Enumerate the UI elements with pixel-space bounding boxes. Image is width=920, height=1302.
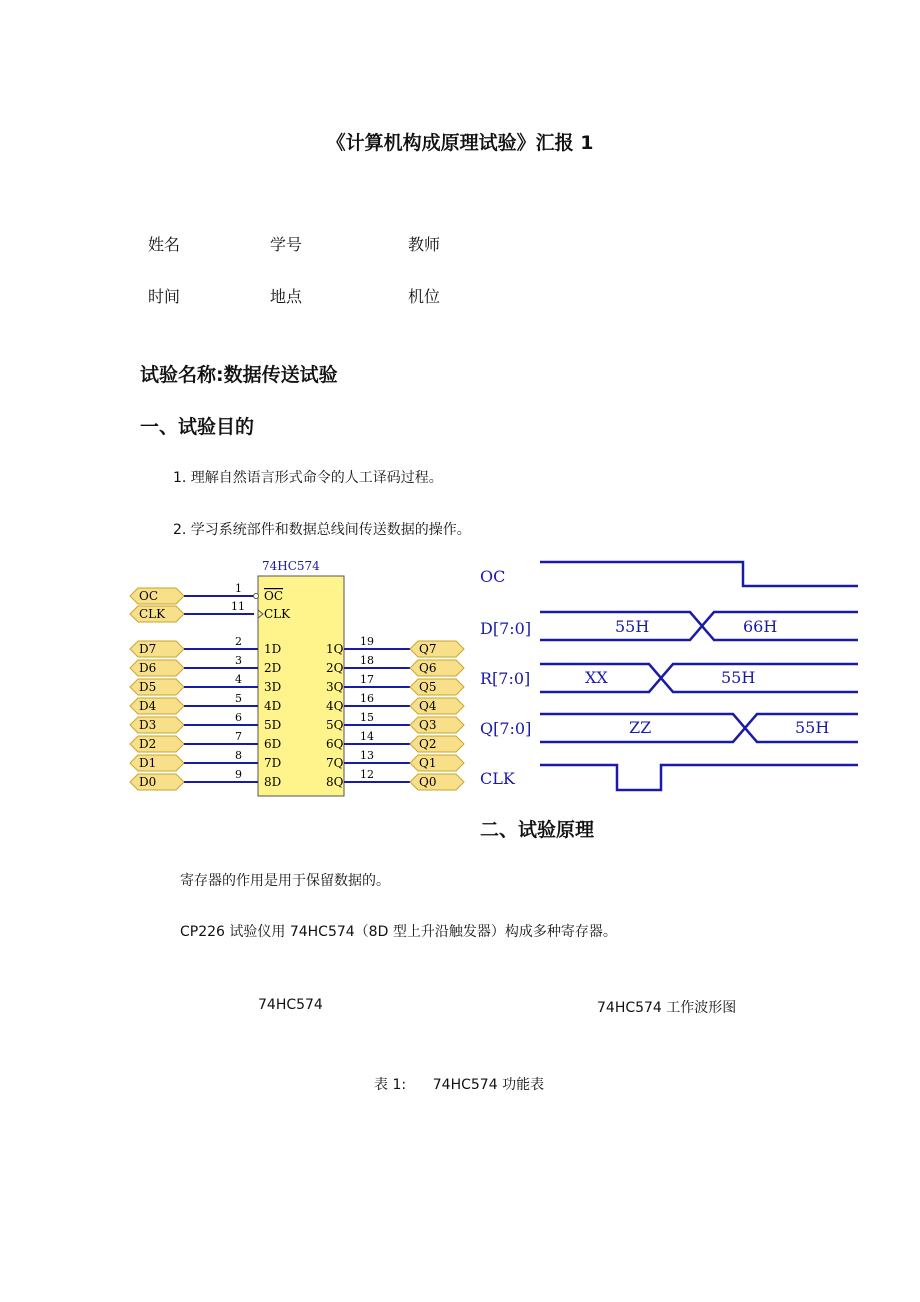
svg-text:14: 14 — [360, 730, 374, 743]
left-label-d7: D7 — [139, 642, 157, 656]
right-label-q6: Q6 — [419, 661, 437, 675]
left-label-d4: D4 — [139, 699, 157, 713]
right-label-q7: Q7 — [419, 642, 437, 656]
svg-text:13: 13 — [360, 749, 374, 762]
signal-label-d: D[7:0] — [480, 619, 532, 638]
left-label-d2: D2 — [139, 737, 157, 751]
clk-waveform — [540, 765, 858, 790]
right-label-q5: Q5 — [419, 680, 437, 694]
svg-text:12: 12 — [360, 768, 374, 781]
signal-label-q: Q[7:0] — [480, 719, 532, 738]
svg-text:2: 2 — [235, 635, 242, 648]
svg-text:3D: 3D — [264, 680, 282, 694]
svg-text:6: 6 — [235, 711, 242, 724]
table-caption: 表 1: 74HC574 功能表 — [374, 1077, 545, 1093]
svg-text:1D: 1D — [264, 642, 282, 656]
section2-paragraph-2: CP226 试验仪用 74HC574（8D 型上升沿触发器）构成多种寄存器。 — [180, 924, 617, 940]
left-label-d6: D6 — [139, 661, 157, 675]
chip-schematic — [122, 552, 472, 800]
r-value-1: XX — [585, 668, 608, 687]
r-value-2: 55H — [721, 668, 756, 687]
svg-text:8D: 8D — [264, 775, 282, 789]
svg-text:8Q: 8Q — [326, 775, 344, 789]
q-value-2: 55H — [795, 718, 830, 737]
right-label-q4: Q4 — [419, 699, 437, 713]
left-label-d1: D1 — [139, 756, 157, 770]
info-seat-label: 机位 — [408, 287, 441, 306]
svg-text:5D: 5D — [264, 718, 282, 732]
svg-text:16: 16 — [360, 692, 374, 705]
signal-label-clk: CLK — [480, 769, 515, 788]
svg-text:4Q: 4Q — [326, 699, 344, 713]
left-label-d5: D5 — [139, 680, 157, 694]
svg-text:8: 8 — [235, 749, 242, 762]
svg-text:6Q: 6Q — [326, 737, 344, 751]
svg-text:9: 9 — [235, 768, 242, 781]
svg-text:2Q: 2Q — [326, 661, 344, 675]
svg-text:18: 18 — [360, 654, 374, 667]
svg-text:2D: 2D — [264, 661, 282, 675]
experiment-name: 试验名称:数据传送试验 — [140, 364, 338, 386]
oc-waveform — [540, 562, 858, 586]
info-student-id-label: 学号 — [270, 235, 303, 254]
right-pin-group — [326, 635, 464, 790]
right-label-q0: Q0 — [419, 775, 437, 789]
svg-text:4: 4 — [235, 673, 242, 686]
figure-caption-chip: 74HC574 — [258, 997, 323, 1013]
left-label-d0: D0 — [139, 775, 157, 789]
svg-text:4D: 4D — [264, 699, 282, 713]
svg-text:15: 15 — [360, 711, 374, 724]
info-name-label: 姓名 — [148, 235, 181, 254]
section1-heading: 一、试验目的 — [140, 416, 255, 438]
svg-text:1Q: 1Q — [326, 642, 344, 656]
left-pin-group — [130, 582, 291, 790]
right-label-q1: Q1 — [419, 756, 437, 770]
document-title: 《计算机构成原理试验》汇报 1 — [326, 132, 594, 154]
svg-text:7: 7 — [235, 730, 242, 743]
d-bus-bottom — [540, 626, 858, 640]
svg-text:5: 5 — [235, 692, 242, 705]
right-label-q2: Q2 — [419, 737, 437, 751]
left-label-clk: CLK — [139, 607, 166, 621]
svg-text:1: 1 — [235, 582, 242, 595]
chip-name-label: 74HC574 — [262, 559, 320, 573]
figure-caption-waveform: 74HC574 工作波形图 — [597, 1000, 737, 1016]
info-location-label: 地点 — [270, 287, 303, 306]
left-label-oc: OC — [139, 589, 159, 603]
right-label-q3: Q3 — [419, 718, 437, 732]
svg-text:17: 17 — [360, 673, 374, 686]
svg-text:5Q: 5Q — [326, 718, 344, 732]
list-item: 2. 学习系统部件和数据总线间传送数据的操作。 — [173, 522, 471, 538]
d-value-1: 55H — [615, 617, 650, 636]
info-teacher-label: 教师 — [408, 235, 441, 254]
svg-text:19: 19 — [360, 635, 374, 648]
signal-label-r: R[7:0] — [480, 669, 531, 688]
q-value-1: ZZ — [629, 718, 652, 737]
svg-text:11: 11 — [231, 600, 245, 613]
svg-text:3Q: 3Q — [326, 680, 344, 694]
d-value-2: 66H — [743, 617, 778, 636]
svg-text:7D: 7D — [264, 756, 282, 770]
svg-text:7Q: 7Q — [326, 756, 344, 770]
inner-label-clk: CLK — [264, 607, 291, 621]
svg-text:6D: 6D — [264, 737, 282, 751]
left-label-d3: D3 — [139, 718, 157, 732]
waveform-diagram — [475, 552, 860, 798]
section2-heading: 二、试验原理 — [480, 819, 595, 841]
section2-paragraph-1: 寄存器的作用是用于保留数据的。 — [180, 873, 390, 889]
signal-label-oc: OC — [480, 567, 506, 586]
d-bus-top — [540, 612, 858, 626]
svg-text:3: 3 — [235, 654, 242, 667]
inner-label-oc: OC — [264, 589, 284, 603]
info-time-label: 时间 — [148, 287, 181, 306]
list-item: 1. 理解自然语言形式命令的人工译码过程。 — [173, 470, 443, 486]
